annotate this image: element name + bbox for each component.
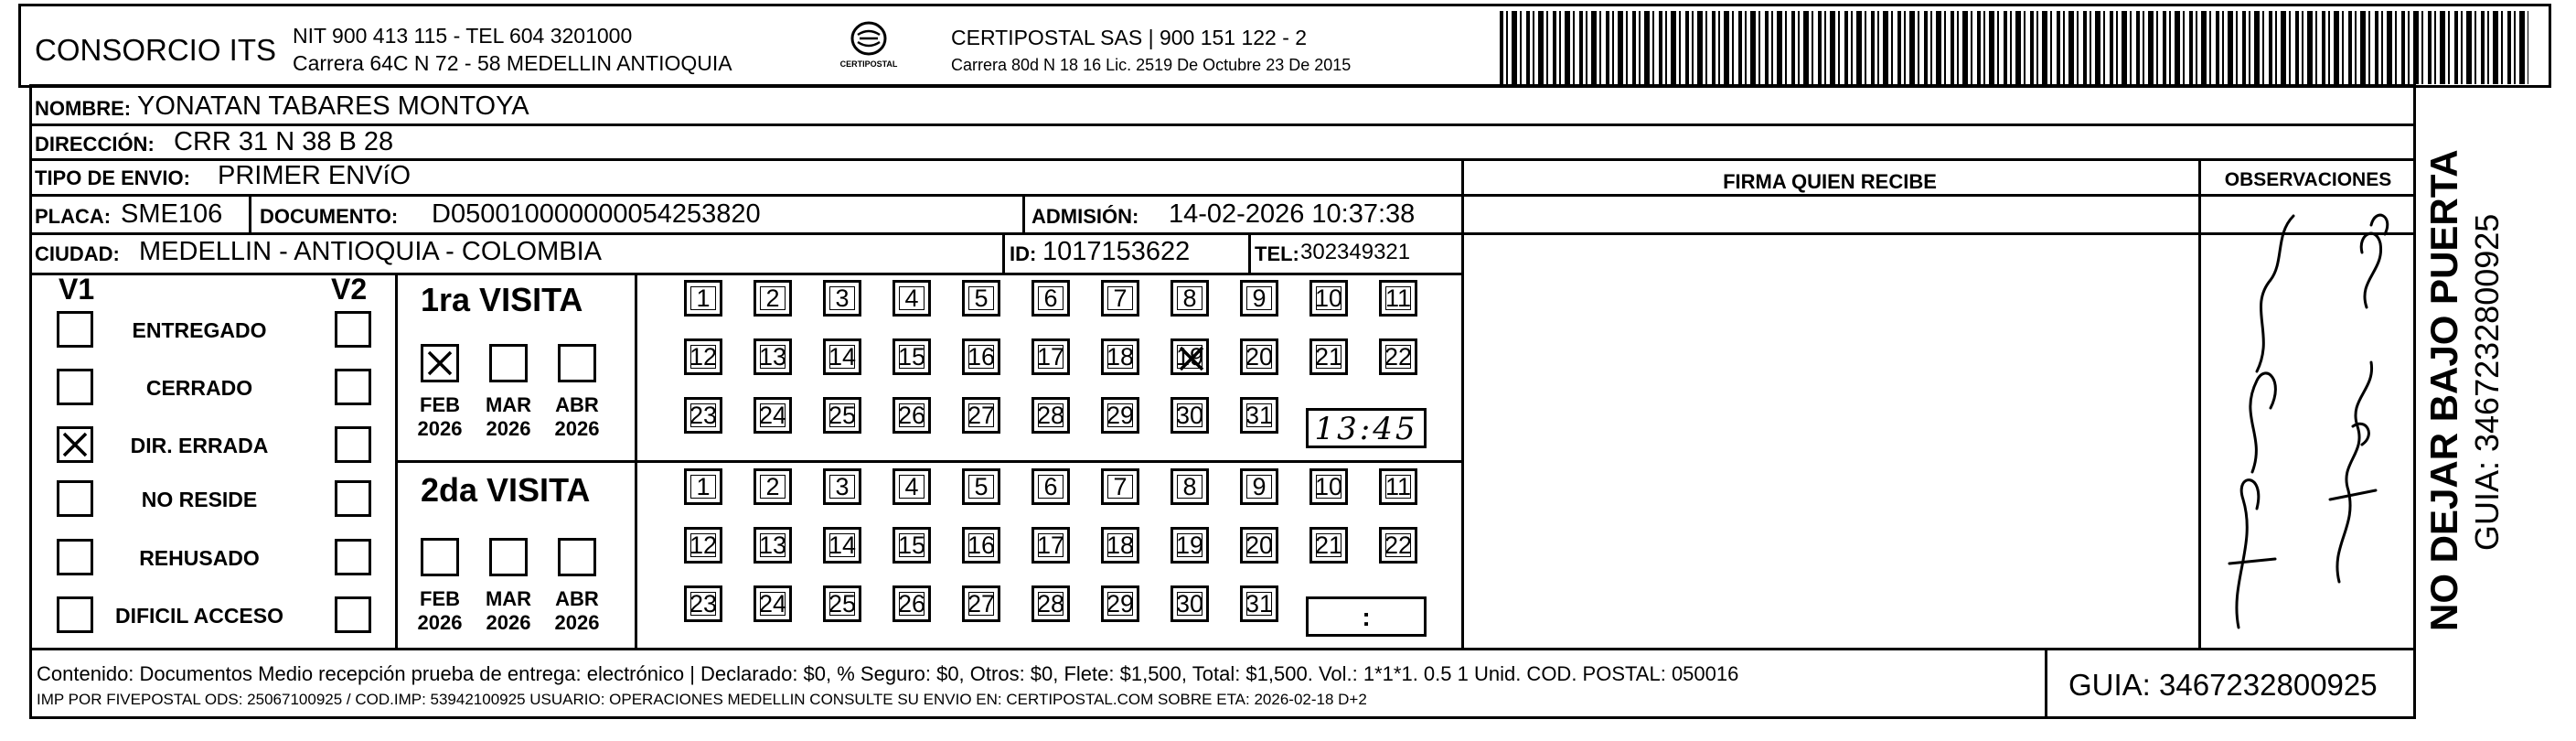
first-visit-time[interactable] [1306, 408, 1427, 448]
day-number: 9 [1252, 472, 1267, 500]
day-number: 28 [1036, 589, 1065, 618]
day-number: 13 [758, 342, 787, 370]
day-number: 31 [1245, 589, 1274, 618]
v1-checkbox-3[interactable] [57, 426, 93, 463]
day-number: 6 [1043, 284, 1058, 312]
day-box-23[interactable] [684, 585, 722, 622]
month-label: ABR [555, 587, 599, 610]
day-box-26[interactable] [893, 585, 931, 622]
month-checkbox-abr[interactable] [558, 538, 596, 576]
day-box-13[interactable] [754, 338, 792, 375]
v2-label: V2 [331, 273, 368, 306]
month-label: FEB [420, 587, 460, 610]
day-number: 29 [1106, 401, 1135, 429]
day-box-27[interactable] [962, 585, 1000, 622]
day-box-16[interactable] [962, 338, 1000, 375]
day-number: 4 [904, 284, 919, 312]
day-box-8[interactable] [1170, 468, 1209, 505]
day-number: 22 [1384, 342, 1413, 370]
day-box-31[interactable] [1240, 397, 1278, 434]
day-number: 20 [1245, 342, 1274, 370]
day-number: 7 [1113, 284, 1128, 312]
footer-guia: GUIA: 3467232800925 [2068, 668, 2378, 702]
day-number: 26 [897, 589, 926, 618]
day-box-3[interactable] [823, 468, 861, 505]
month-checkbox-mar[interactable] [489, 538, 528, 576]
day-box-9[interactable] [1240, 468, 1278, 505]
day-box-6[interactable] [1031, 468, 1070, 505]
day-box-14[interactable] [823, 527, 861, 564]
day-box-1[interactable] [684, 468, 722, 505]
v1-label: V1 [59, 273, 95, 306]
day-box-12[interactable] [684, 338, 722, 375]
day-box-13[interactable] [754, 527, 792, 564]
day-number: 26 [897, 401, 926, 429]
v1-checkbox-1[interactable] [57, 311, 93, 348]
day-box-15[interactable] [893, 527, 931, 564]
v1-checkbox-4[interactable] [57, 480, 93, 517]
day-number: 12 [689, 531, 718, 559]
month-year: 2026 [554, 611, 600, 634]
barcode [1500, 11, 2528, 84]
day-box-6[interactable] [1031, 280, 1070, 317]
day-number: 2 [765, 284, 780, 312]
day-number: 20 [1245, 531, 1274, 559]
day-box-4[interactable] [893, 280, 931, 317]
tipo-envio-label: TIPO DE ENVIO: [35, 166, 190, 189]
day-number: 7 [1113, 472, 1128, 500]
carrier-name: CERTIPOSTAL SAS | 900 151 122 - 2 [951, 26, 1308, 49]
v1-checkbox-5[interactable] [57, 539, 93, 575]
day-box-2[interactable] [754, 468, 792, 505]
day-box-28[interactable] [1031, 585, 1070, 622]
status-option-label: NO RESIDE [141, 488, 258, 511]
month-year: 2026 [417, 611, 463, 634]
day-box-2[interactable] [754, 280, 792, 317]
day-box-21[interactable] [1309, 338, 1348, 375]
day-box-10[interactable] [1309, 280, 1348, 317]
day-number: 15 [897, 342, 926, 370]
day-number: 22 [1384, 531, 1413, 559]
company-nit: NIT 900 413 115 - TEL 604 3201000 [293, 24, 633, 48]
day-box-22[interactable] [1379, 338, 1417, 375]
day-number: 27 [967, 401, 996, 429]
x-mark-icon [424, 348, 455, 383]
day-number: 8 [1182, 284, 1197, 312]
month-year: 2026 [417, 417, 463, 440]
v2-checkbox-3[interactable] [335, 426, 371, 463]
day-box-4[interactable] [893, 468, 931, 505]
day-box-19[interactable] [1170, 527, 1209, 564]
placa-label: PLACA: [35, 205, 112, 228]
footer-imp: IMP POR FIVEPOSTAL ODS: 25067100925 / COD.IMP: 53942100925 USUARIO: OPERACIONES MEDELLIN CONSULTE SU ENVIO EN: CERTIPOSTAL.COM SOBRE ETA: 2026-02-18 D+2 [37, 691, 1367, 708]
side-warning: NO DEJAR BAJO PUERTA [2422, 149, 2465, 631]
day-box-14[interactable] [823, 338, 861, 375]
side-guia: GUIA: 3467232800925 [2468, 213, 2506, 551]
day-box-20[interactable] [1240, 338, 1278, 375]
day-box-24[interactable] [754, 585, 792, 622]
day-number: 11 [1384, 472, 1412, 500]
certipostal-logo-icon [849, 20, 889, 57]
day-number: 17 [1036, 342, 1065, 370]
month-label: ABR [555, 393, 599, 416]
first-visit-time-value: 13:45 [1314, 411, 1418, 447]
day-box-11[interactable] [1379, 280, 1417, 317]
day-number: 12 [689, 342, 718, 370]
direccion-label: DIRECCIÓN: [35, 133, 155, 156]
day-number: 18 [1106, 342, 1135, 370]
day-number: 21 [1314, 531, 1343, 559]
second-visit-time[interactable] [1306, 596, 1427, 637]
day-box-22[interactable] [1379, 527, 1417, 564]
day-box-27[interactable] [962, 397, 1000, 434]
company-address: Carrera 64C N 72 - 58 MEDELLIN ANTIOQUIA [293, 51, 732, 75]
day-box-17[interactable] [1031, 338, 1070, 375]
month-checkbox-feb[interactable] [421, 344, 459, 382]
v2-checkbox-2[interactable] [335, 369, 371, 405]
v2-checkbox-6[interactable] [335, 596, 371, 633]
month-label: FEB [420, 393, 460, 416]
day-box-25[interactable] [823, 397, 861, 434]
status-option-label: CERRADO [145, 376, 253, 400]
day-box-30[interactable] [1170, 585, 1209, 622]
day-number: 25 [828, 401, 857, 429]
month-year: 2026 [486, 611, 531, 634]
day-box-1[interactable] [684, 280, 722, 317]
day-box-5[interactable] [962, 280, 1000, 317]
certipostal-logo [828, 20, 910, 77]
day-number: 15 [897, 531, 926, 559]
day-number: 19 [1175, 342, 1204, 370]
day-box-31[interactable] [1240, 585, 1278, 622]
day-number: 24 [758, 401, 787, 429]
day-box-5[interactable] [962, 468, 1000, 505]
month-checkbox-feb[interactable] [421, 538, 459, 576]
day-number: 28 [1036, 401, 1065, 429]
day-box-8[interactable] [1170, 280, 1209, 317]
day-number: 11 [1384, 284, 1412, 312]
day-box-21[interactable] [1309, 527, 1348, 564]
tipo-envio-value: PRIMER ENVíO [218, 161, 412, 190]
carrier-address: Carrera 80d N 18 16 Lic. 2519 De Octubre 23 De 2015 [951, 56, 1352, 74]
x-mark-icon [1176, 343, 1207, 381]
day-number: 2 [765, 472, 780, 500]
day-box-23[interactable] [684, 397, 722, 434]
firma-header: FIRMA QUIEN RECIBE [1723, 170, 1937, 193]
month-checkbox-mar[interactable] [489, 344, 528, 382]
day-box-20[interactable] [1240, 527, 1278, 564]
day-number: 1 [696, 472, 711, 500]
day-box-18[interactable] [1101, 527, 1139, 564]
tel-value: 302349321 [1300, 240, 1411, 264]
day-number: 13 [758, 531, 787, 559]
admision-label: ADMISIÓN: [1031, 205, 1139, 228]
day-number: 25 [828, 589, 857, 618]
day-box-25[interactable] [823, 585, 861, 622]
direccion-value: CRR 31 N 38 B 28 [174, 127, 394, 156]
day-number: 31 [1245, 401, 1274, 429]
observaciones-header: OBSERVACIONES [2224, 169, 2392, 190]
day-number: 27 [967, 589, 996, 618]
day-box-30[interactable] [1170, 397, 1209, 434]
day-number: 9 [1252, 284, 1267, 312]
day-number: 19 [1175, 531, 1204, 559]
x-mark-icon [59, 429, 91, 465]
tel-label: TEL: [1255, 242, 1299, 265]
day-box-19[interactable] [1170, 338, 1209, 375]
day-number: 16 [967, 531, 996, 559]
day-box-7[interactable] [1101, 280, 1139, 317]
day-number: 10 [1314, 472, 1343, 500]
day-number: 10 [1314, 284, 1343, 312]
v2-checkbox-5[interactable] [335, 539, 371, 575]
day-number: 16 [967, 342, 996, 370]
day-number: 3 [835, 284, 850, 312]
day-number: 8 [1182, 472, 1197, 500]
documento-label: DOCUMENTO: [260, 205, 399, 228]
day-box-7[interactable] [1101, 468, 1139, 505]
day-number: 18 [1106, 531, 1135, 559]
day-box-12[interactable] [684, 527, 722, 564]
nombre-label: NOMBRE: [35, 97, 132, 120]
day-box-24[interactable] [754, 397, 792, 434]
second-visit-title: 2da VISITA [421, 471, 591, 509]
day-number: 6 [1043, 472, 1058, 500]
observaciones-handwriting [2202, 198, 2412, 646]
day-number: 14 [828, 342, 857, 370]
day-box-11[interactable] [1379, 468, 1417, 505]
first-visit-title: 1ra VISITA [421, 281, 583, 318]
logo-text: CERTIPOSTAL [839, 59, 898, 69]
day-number: 30 [1175, 589, 1204, 618]
day-box-28[interactable] [1031, 397, 1070, 434]
id-label: ID: [1010, 242, 1037, 265]
status-option-label: DIR. ERRADA [130, 434, 269, 457]
documento-value: D050010000000054253820 [432, 199, 761, 229]
day-number: 17 [1036, 531, 1065, 559]
day-box-29[interactable] [1101, 585, 1139, 622]
second-visit-time-value: : [1362, 603, 1371, 631]
day-number: 14 [828, 531, 857, 559]
day-box-18[interactable] [1101, 338, 1139, 375]
month-checkbox-abr[interactable] [558, 344, 596, 382]
footer-content: Contenido: Documentos Medio recepción prueba de entrega: electrónico | Declarado: $0, % Seguro: $0, Otros: $0, Flete: $1,500, Total: $1,500. Vol.: 1*1*1. 0.5 1 Unid. COD. POSTAL: 050016 [37, 662, 1739, 685]
company-name: CONSORCIO ITS [35, 33, 277, 67]
day-box-16[interactable] [962, 527, 1000, 564]
admision-value: 14-02-2026 10:37:38 [1169, 199, 1416, 229]
day-number: 1 [696, 284, 711, 312]
day-number: 30 [1175, 401, 1204, 429]
v1-checkbox-2[interactable] [57, 369, 93, 405]
day-number: 3 [835, 472, 850, 500]
day-number: 5 [974, 472, 989, 500]
day-number: 21 [1314, 342, 1343, 370]
day-number: 29 [1106, 589, 1135, 618]
v2-checkbox-4[interactable] [335, 480, 371, 517]
day-box-15[interactable] [893, 338, 931, 375]
placa-value: SME106 [121, 199, 223, 229]
v1-checkbox-6[interactable] [57, 596, 93, 633]
v2-checkbox-1[interactable] [335, 311, 371, 348]
day-box-3[interactable] [823, 280, 861, 317]
ciudad-label: CIUDAD: [35, 242, 120, 265]
status-option-label: REHUSADO [139, 546, 260, 570]
day-number: 24 [758, 589, 787, 618]
day-number: 5 [974, 284, 989, 312]
day-number: 23 [689, 589, 718, 618]
id-value: 1017153622 [1042, 237, 1191, 266]
status-option-label: DIFICIL ACCESO [114, 604, 283, 628]
day-box-17[interactable] [1031, 527, 1070, 564]
day-number: 23 [689, 401, 718, 429]
day-number: 4 [904, 472, 919, 500]
month-label: MAR [485, 587, 532, 610]
status-option-label: ENTREGADO [132, 318, 267, 342]
month-year: 2026 [554, 417, 600, 440]
day-box-10[interactable] [1309, 468, 1348, 505]
ciudad-value: MEDELLIN - ANTIOQUIA - COLOMBIA [139, 237, 602, 266]
day-box-26[interactable] [893, 397, 931, 434]
day-box-29[interactable] [1101, 397, 1139, 434]
month-year: 2026 [486, 417, 531, 440]
month-label: MAR [485, 393, 532, 416]
day-box-9[interactable] [1240, 280, 1278, 317]
nombre-value: YONATAN TABARES MONTOYA [137, 91, 529, 121]
